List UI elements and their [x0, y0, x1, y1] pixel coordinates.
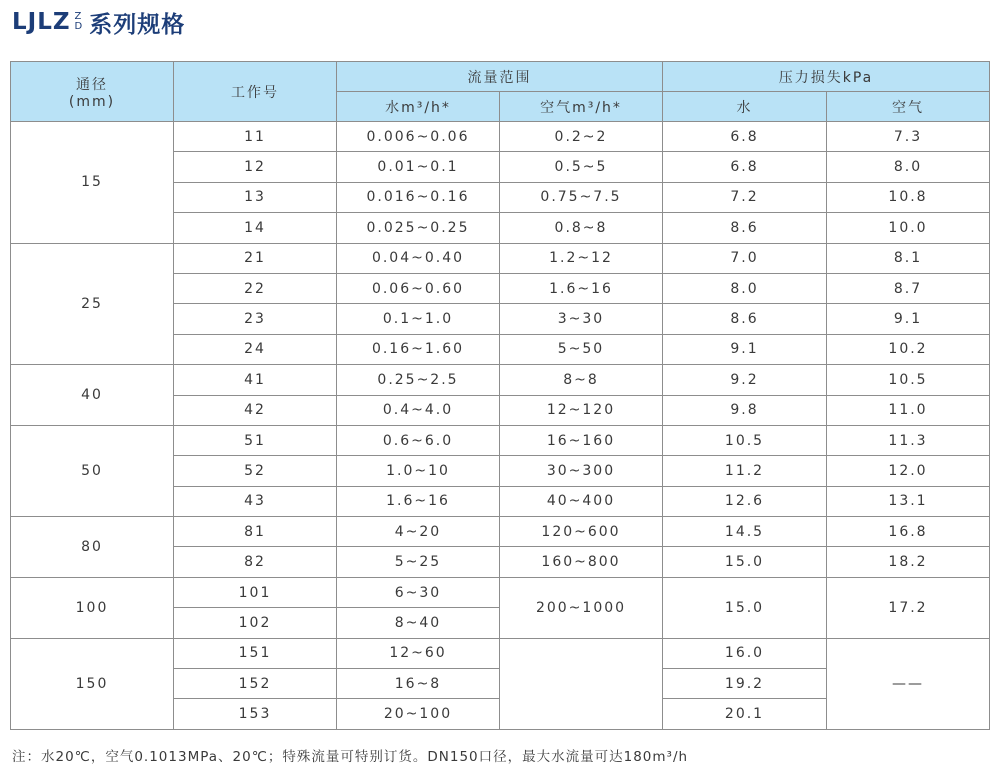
cell-work-no: 23	[174, 304, 337, 334]
cell-work-no: 13	[174, 182, 337, 212]
cell-work-no: 51	[174, 425, 337, 455]
header-flow-water: 水m³/h*	[337, 92, 500, 122]
cell-work-no: 22	[174, 273, 337, 303]
cell-flow-air: 0.2~2	[500, 122, 663, 152]
cell-flow-air: 16~160	[500, 425, 663, 455]
cell-flow-air: 0.5~5	[500, 152, 663, 182]
cell-loss-water: 9.8	[663, 395, 827, 425]
page-title	[12, 2, 185, 42]
table-row	[11, 577, 990, 607]
cell-flow-air: 0.8~8	[500, 213, 663, 243]
cell-loss-air: 8.1	[827, 243, 990, 273]
title-sub: D	[74, 21, 84, 32]
cell-work-no: 151	[174, 638, 337, 668]
cell-work-no: 82	[174, 547, 337, 577]
cell-loss-water: 20.1	[663, 699, 827, 729]
header-flow-air: 空气m³/h*	[500, 92, 663, 122]
cell-flow-water: 12~60	[337, 638, 500, 668]
cell-flow-water: 0.006~0.06	[337, 122, 500, 152]
cell-loss-air: 12.0	[827, 456, 990, 486]
cell-loss-air: 10.5	[827, 365, 990, 395]
title-zd-mark	[75, 12, 84, 32]
cell-loss-water: 7.0	[663, 243, 827, 273]
cell-work-no: 11	[174, 122, 337, 152]
cell-flow-air: 8~8	[500, 365, 663, 395]
cell-flow-water: 0.4~4.0	[337, 395, 500, 425]
cell-loss-water: 8.0	[663, 273, 827, 303]
table-row	[11, 517, 990, 547]
cell-diameter: 80	[11, 517, 174, 578]
cell-diameter: 25	[11, 243, 174, 365]
cell-loss-air: 11.0	[827, 395, 990, 425]
cell-loss-water: 16.0	[663, 638, 827, 668]
spec-table	[10, 61, 990, 730]
cell-loss-air: 10.8	[827, 182, 990, 212]
cell-flow-water: 0.06~0.60	[337, 273, 500, 303]
header-diameter-unit: (mm)	[68, 93, 116, 110]
cell-flow-water: 1.6~16	[337, 486, 500, 516]
cell-loss-air: 8.0	[827, 152, 990, 182]
cell-loss-water: 11.2	[663, 456, 827, 486]
cell-work-no: 24	[174, 334, 337, 364]
cell-diameter: 150	[11, 638, 174, 729]
cell-flow-water: 0.6~6.0	[337, 425, 500, 455]
cell-flow-water: 8~40	[337, 608, 500, 638]
header-loss-air: 空气	[827, 92, 990, 122]
cell-loss-water: 9.1	[663, 334, 827, 364]
cell-flow-water: 0.25~2.5	[337, 365, 500, 395]
cell-flow-water: 0.1~1.0	[337, 304, 500, 334]
cell-work-no: 152	[174, 669, 337, 699]
cell-work-no: 12	[174, 152, 337, 182]
cell-flow-air: 5~50	[500, 334, 663, 364]
cell-flow-air: 12~120	[500, 395, 663, 425]
header-diameter-label: 通径	[76, 76, 108, 93]
cell-loss-air: 13.1	[827, 486, 990, 516]
cell-flow-air: 200~1000	[500, 577, 663, 638]
cell-flow-water: 16~8	[337, 669, 500, 699]
cell-work-no: 81	[174, 517, 337, 547]
header-diameter	[11, 62, 174, 122]
cell-loss-water: 19.2	[663, 669, 827, 699]
cell-loss-water: 8.6	[663, 213, 827, 243]
cell-loss-water: 12.6	[663, 486, 827, 516]
cell-loss-water: 6.8	[663, 122, 827, 152]
cell-loss-water: 14.5	[663, 517, 827, 547]
cell-work-no: 21	[174, 243, 337, 273]
cell-loss-air: ——	[827, 638, 990, 729]
table-row	[11, 365, 990, 395]
cell-loss-water: 6.8	[663, 152, 827, 182]
title-model: LJLZ	[12, 9, 71, 35]
cell-loss-air: 8.7	[827, 273, 990, 303]
cell-flow-air: 40~400	[500, 486, 663, 516]
cell-loss-air: 9.1	[827, 304, 990, 334]
cell-flow-water: 20~100	[337, 699, 500, 729]
cell-loss-water: 8.6	[663, 304, 827, 334]
header-pressure-loss: 压力损失kPa	[663, 62, 990, 92]
cell-flow-water: 0.025~0.25	[337, 213, 500, 243]
cell-flow-water: 1.0~10	[337, 456, 500, 486]
cell-work-no: 52	[174, 456, 337, 486]
cell-diameter: 15	[11, 122, 174, 244]
cell-diameter: 40	[11, 365, 174, 426]
cell-loss-air: 18.2	[827, 547, 990, 577]
cell-flow-air: 160~800	[500, 547, 663, 577]
cell-loss-water: 9.2	[663, 365, 827, 395]
cell-loss-air: 7.3	[827, 122, 990, 152]
footnote: 注：水20℃，空气0.1013MPa、20℃；特殊流量可特别订货。DN150口径，最大水流量可达180m³/h	[12, 749, 689, 765]
cell-diameter: 100	[11, 577, 174, 638]
title-sup: Z	[74, 11, 83, 22]
cell-loss-water: 10.5	[663, 425, 827, 455]
cell-loss-air: 16.8	[827, 517, 990, 547]
cell-work-no: 14	[174, 213, 337, 243]
cell-work-no: 102	[174, 608, 337, 638]
cell-work-no: 153	[174, 699, 337, 729]
cell-flow-water: 5~25	[337, 547, 500, 577]
header-work-no: 工作号	[174, 62, 337, 122]
header-loss-water: 水	[663, 92, 827, 122]
table-row	[11, 638, 990, 668]
cell-loss-water: 15.0	[663, 547, 827, 577]
cell-flow-air: 1.6~16	[500, 273, 663, 303]
cell-flow-water: 6~30	[337, 577, 500, 607]
cell-work-no: 42	[174, 395, 337, 425]
cell-diameter: 50	[11, 425, 174, 516]
cell-loss-air: 10.0	[827, 213, 990, 243]
table-row	[11, 122, 990, 152]
cell-flow-water: 0.04~0.40	[337, 243, 500, 273]
cell-loss-air: 17.2	[827, 577, 990, 638]
cell-flow-air: 1.2~12	[500, 243, 663, 273]
table-row	[11, 425, 990, 455]
cell-loss-air: 11.3	[827, 425, 990, 455]
cell-flow-air: 120~600	[500, 517, 663, 547]
cell-work-no: 101	[174, 577, 337, 607]
header-flow-range: 流量范围	[337, 62, 663, 92]
cell-flow-air: 30~300	[500, 456, 663, 486]
cell-flow-air	[500, 638, 663, 729]
cell-flow-water: 0.01~0.1	[337, 152, 500, 182]
cell-flow-water: 4~20	[337, 517, 500, 547]
cell-work-no: 43	[174, 486, 337, 516]
cell-loss-water: 15.0	[663, 577, 827, 638]
cell-loss-water: 7.2	[663, 182, 827, 212]
cell-flow-water: 0.16~1.60	[337, 334, 500, 364]
cell-work-no: 41	[174, 365, 337, 395]
cell-loss-air: 10.2	[827, 334, 990, 364]
cell-flow-air: 0.75~7.5	[500, 182, 663, 212]
cell-flow-air: 3~30	[500, 304, 663, 334]
title-suffix: 系列规格	[89, 11, 186, 38]
table-row	[11, 243, 990, 273]
cell-flow-water: 0.016~0.16	[337, 182, 500, 212]
